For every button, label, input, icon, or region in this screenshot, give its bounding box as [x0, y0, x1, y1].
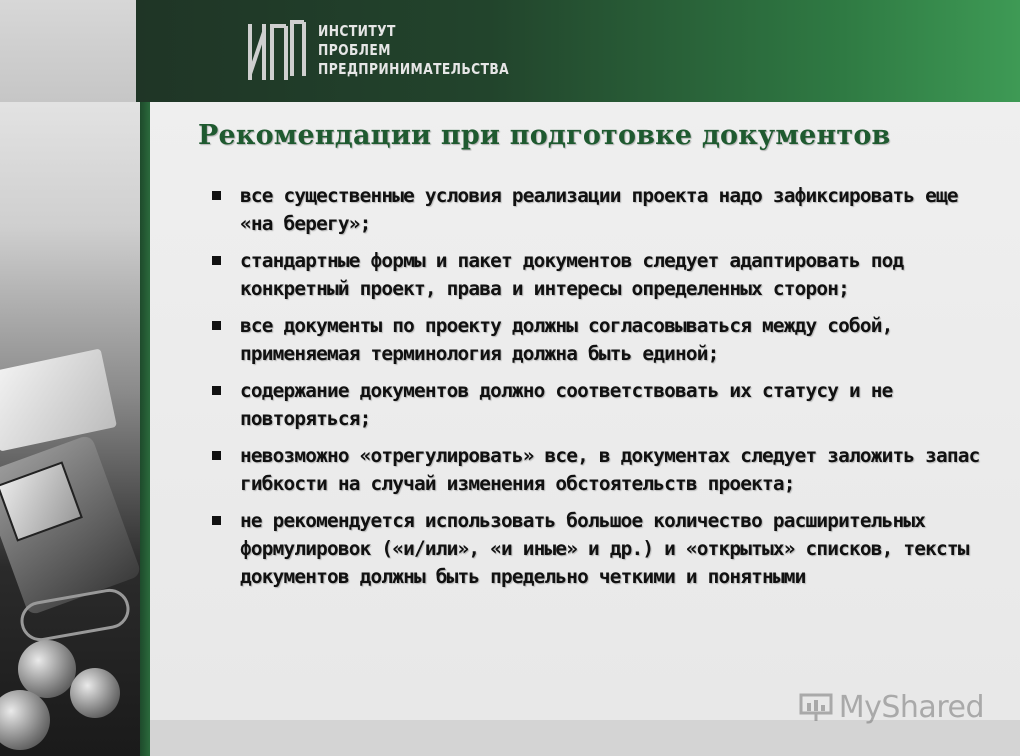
- list-item-text: не рекомендуется использовать большое количество расширительных формулировок («и/или», «и иные» и др.) и «открытых» списков, тексты документов должны быть предельно четкими и понятными: [240, 509, 969, 588]
- coin-image: [0, 690, 50, 750]
- accent-bar: [140, 102, 150, 756]
- list-item-text: стандартные формы и пакет документов следует адаптировать под конкретный проект, права и интересы определенных сторон;: [240, 249, 904, 300]
- logo-line: ПРОБЛЕМ: [318, 40, 391, 59]
- logo-line: ИНСТИТУТ: [318, 21, 396, 40]
- logo-text: [318, 22, 509, 79]
- bullet-square-icon: [212, 321, 221, 330]
- bullet-square-icon: [212, 191, 221, 200]
- list-item: [210, 377, 1000, 433]
- list-item: [210, 507, 1000, 591]
- list-item-text: невозможно «отрегулировать» все, в документах следует заложить запас гибкости на случай изменения обстоятельств проекта;: [240, 444, 980, 495]
- coin-image: [18, 640, 76, 698]
- ipp-logo-icon: [244, 14, 306, 86]
- list-item-text: все документы по проекту должны согласовываться между собой, применяемая терминология должна быть единой;: [240, 314, 893, 365]
- bullet-square-icon: [212, 451, 221, 460]
- watermark-text: MyShared: [838, 690, 984, 725]
- logo-line: ПРЕДПРИНИМАТЕЛЬСТВА: [318, 59, 510, 78]
- header-left-strip: [0, 0, 136, 102]
- list-item-text: содержание документов должно соответствовать их статусу и не повторяться;: [240, 379, 893, 430]
- slide-title: Рекомендации при подготовке документов: [198, 120, 891, 151]
- pda-device-image: [0, 434, 142, 616]
- bullet-square-icon: [212, 256, 221, 265]
- footer-bar: [150, 720, 1020, 756]
- list-item: [210, 312, 1000, 368]
- institute-logo: [244, 14, 551, 86]
- recommendation-list: [210, 182, 1000, 600]
- bullet-square-icon: [212, 516, 221, 525]
- bullet-square-icon: [212, 386, 221, 395]
- presentation-icon: [799, 693, 833, 723]
- coin-image: [70, 668, 120, 718]
- background-photo: [0, 0, 148, 756]
- list-item: [210, 442, 1000, 498]
- list-item: [210, 247, 1000, 303]
- list-item-text: все существенные условия реализации проекта надо зафиксировать еще «на берегу»;: [240, 184, 958, 235]
- paper-image: [0, 348, 117, 451]
- myshared-watermark: [799, 690, 984, 725]
- list-item: [210, 182, 1000, 238]
